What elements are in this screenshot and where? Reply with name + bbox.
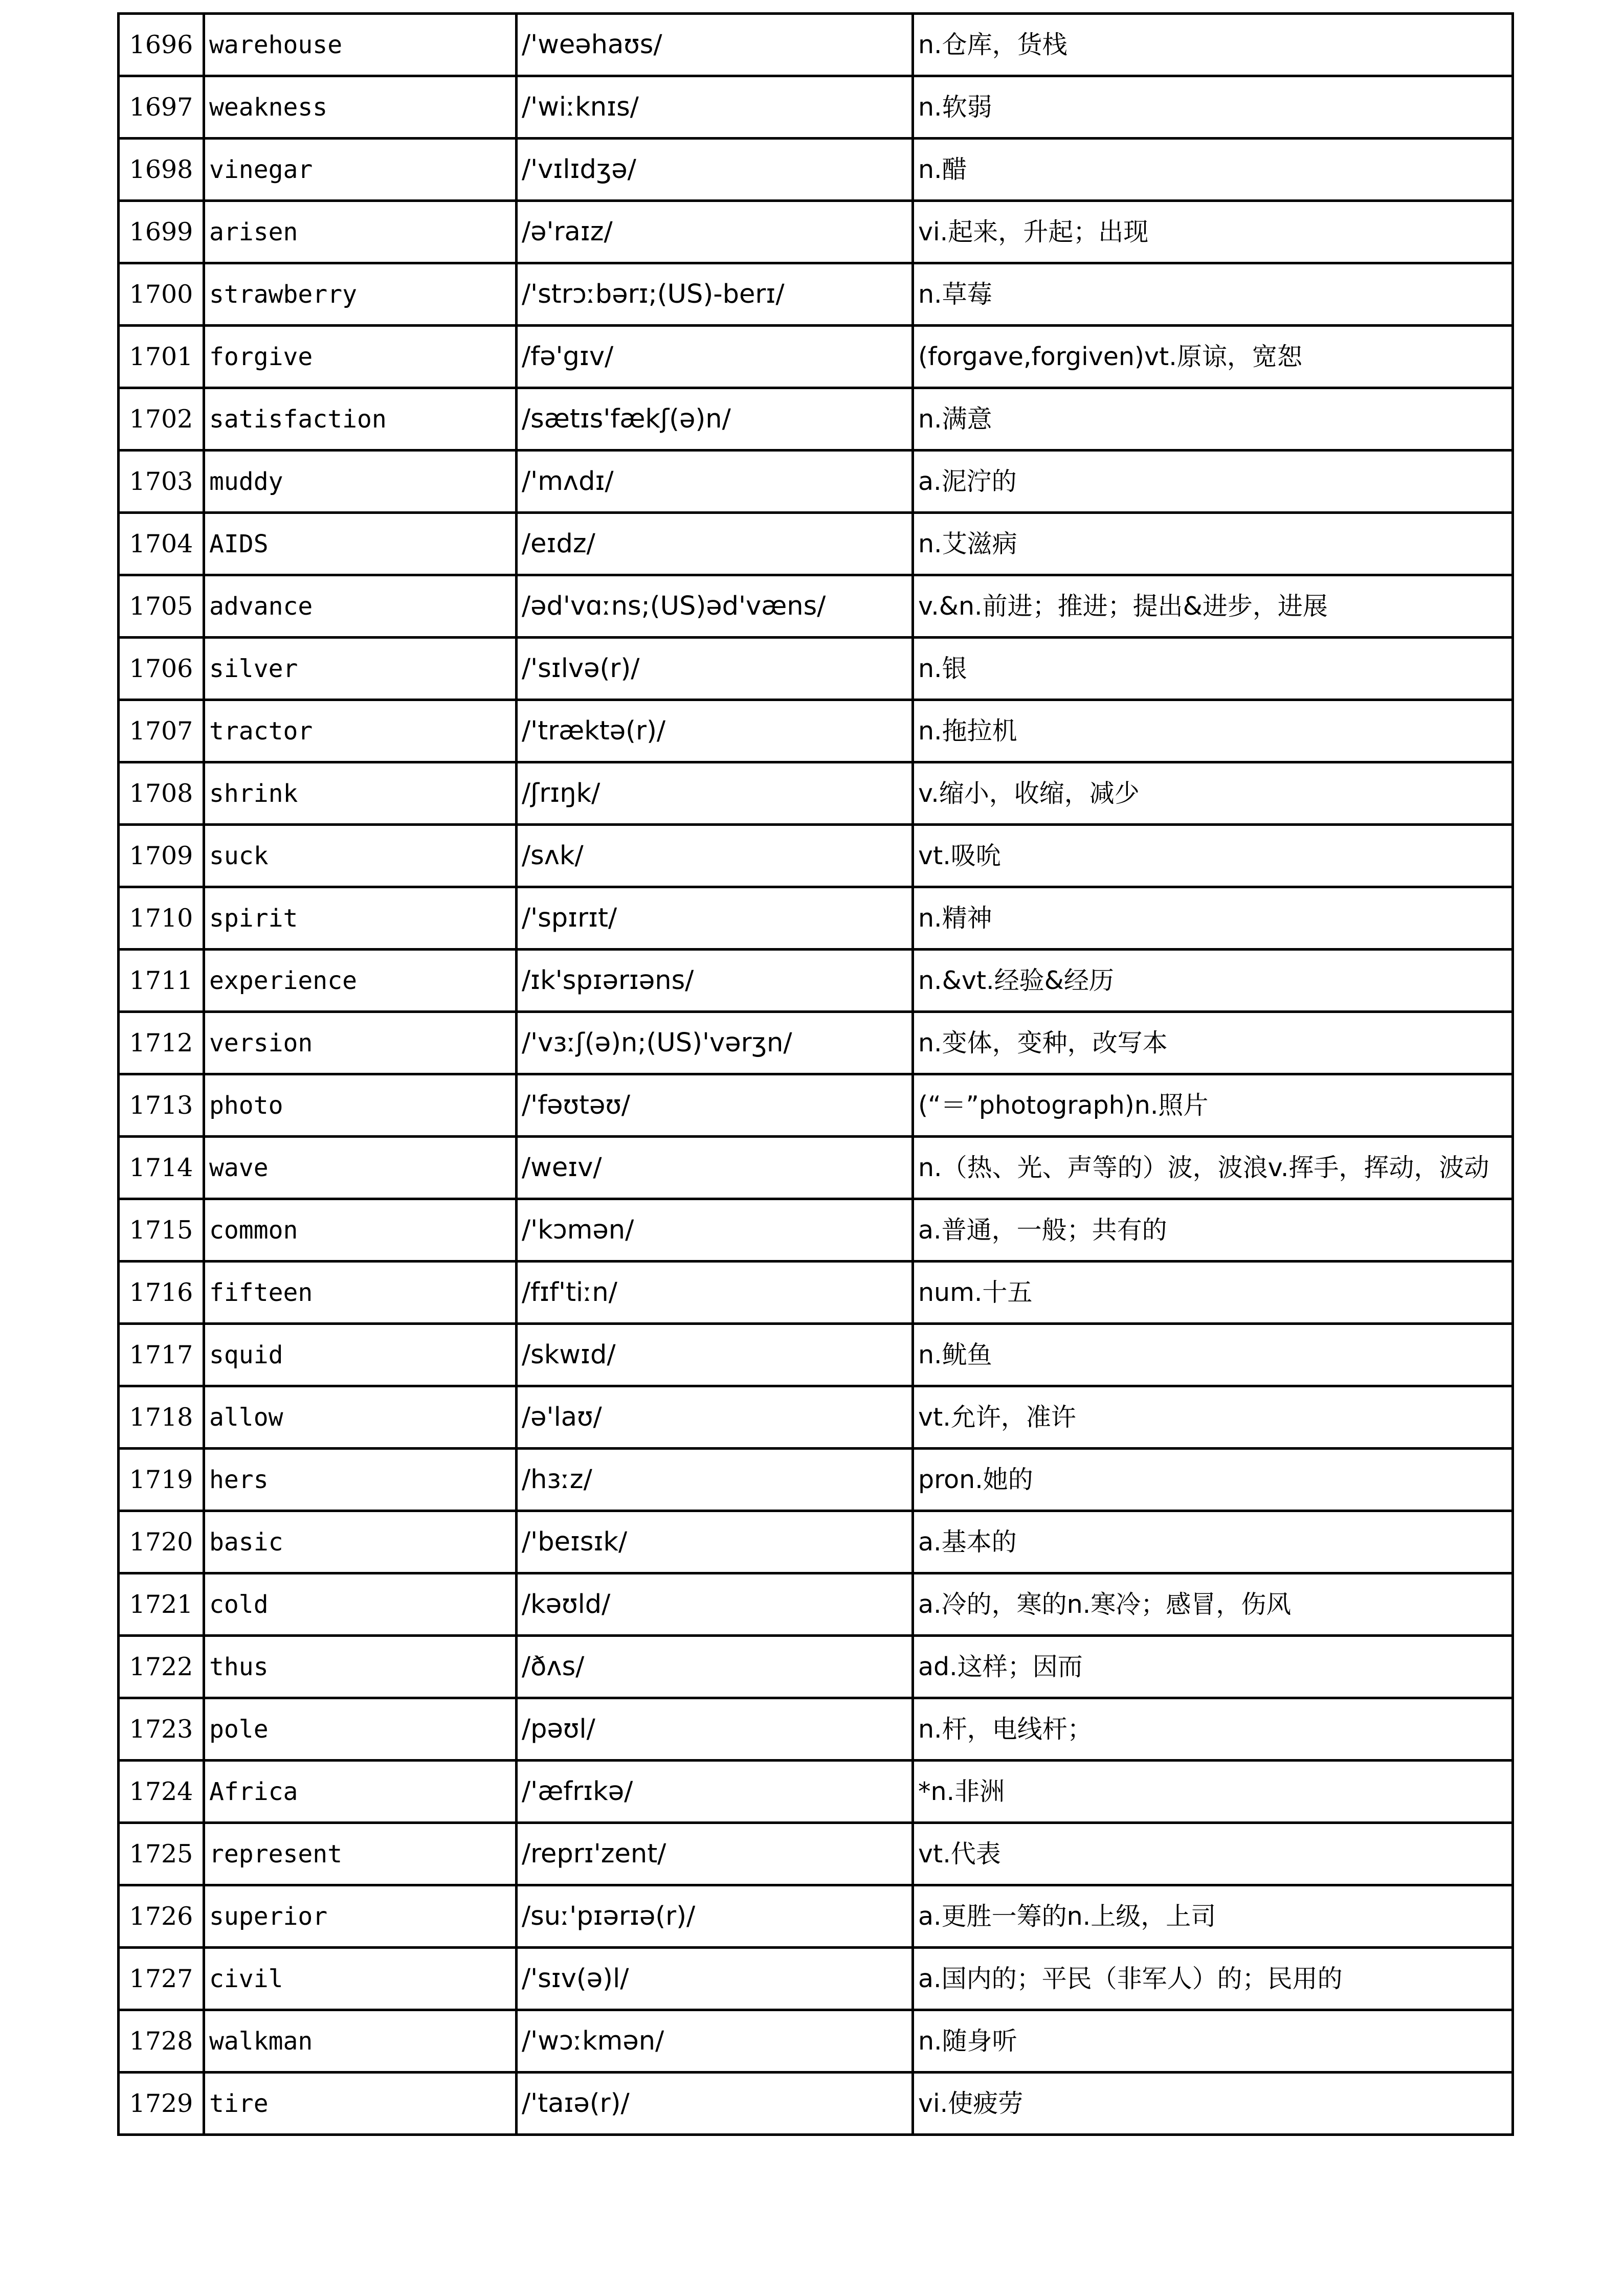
entry-definition: vt.代表 [913,1823,1513,1885]
entry-word: superior [204,1885,517,1948]
table-row [119,326,1513,388]
entry-number: 1707 [119,700,204,762]
entry-phonetic: /hɜːz/ [517,1449,913,1511]
table-row [119,825,1513,887]
table-row [119,451,1513,513]
entry-word: basic [204,1511,517,1573]
entry-definition: (“＝”photograph)n.照片 [913,1074,1513,1137]
entry-word: pole [204,1698,517,1761]
entry-number: 1702 [119,388,204,451]
entry-phonetic: /ə'laʊ/ [517,1386,913,1449]
entry-number: 1715 [119,1199,204,1262]
entry-number: 1708 [119,762,204,825]
entry-phonetic: /suː'pɪərɪə(r)/ [517,1885,913,1948]
entry-number: 1729 [119,2073,204,2135]
entry-word: cold [204,1573,517,1636]
entry-word: common [204,1199,517,1262]
entry-phonetic: /ɪk'spɪərɪəns/ [517,950,913,1012]
entry-number: 1709 [119,825,204,887]
table-row [119,263,1513,326]
table-row [119,1885,1513,1948]
entry-word: allow [204,1386,517,1449]
entry-word: muddy [204,451,517,513]
entry-phonetic: /'mʌdɪ/ [517,451,913,513]
entry-phonetic: /ə'raɪz/ [517,201,913,263]
entry-number: 1713 [119,1074,204,1137]
entry-number: 1698 [119,139,204,201]
table-row [119,1948,1513,2010]
entry-word: represent [204,1823,517,1885]
entry-word: arisen [204,201,517,263]
entry-phonetic: /weɪv/ [517,1137,913,1199]
entry-word: tire [204,2073,517,2135]
entry-word: version [204,1012,517,1074]
entry-number: 1703 [119,451,204,513]
entry-definition: vt.吸吮 [913,825,1513,887]
table-row [119,1636,1513,1698]
entry-definition: n.鱿鱼 [913,1324,1513,1386]
entry-word: AIDS [204,513,517,575]
table-row [119,2073,1513,2135]
entry-number: 1723 [119,1698,204,1761]
entry-phonetic: /'fəʊtəʊ/ [517,1074,913,1137]
entry-definition: n.&vt.经验&经历 [913,950,1513,1012]
table-row [119,76,1513,139]
entry-definition: pron.她的 [913,1449,1513,1511]
entry-phonetic: /fɪf'tiːn/ [517,1262,913,1324]
entry-definition: n.仓库，货栈 [913,14,1513,76]
table-row [119,513,1513,575]
vocabulary-table-body [119,14,1513,2135]
table-row [119,1449,1513,1511]
entry-word: hers [204,1449,517,1511]
table-row [119,1823,1513,1885]
entry-word: spirit [204,887,517,950]
entry-definition: n.艾滋病 [913,513,1513,575]
entry-phonetic: /'æfrɪkə/ [517,1761,913,1823]
entry-word: warehouse [204,14,517,76]
entry-number: 1724 [119,1761,204,1823]
table-row [119,139,1513,201]
entry-word: walkman [204,2010,517,2073]
entry-definition: a.普通，一般；共有的 [913,1199,1513,1262]
entry-word: advance [204,575,517,638]
entry-word: silver [204,638,517,700]
entry-word: tractor [204,700,517,762]
entry-word: Africa [204,1761,517,1823]
entry-definition: *n.非洲 [913,1761,1513,1823]
entry-word: squid [204,1324,517,1386]
table-row [119,1074,1513,1137]
entry-definition: a.冷的，寒的n.寒冷；感冒，伤风 [913,1573,1513,1636]
entry-number: 1728 [119,2010,204,2073]
entry-phonetic: /reprɪ'zent/ [517,1823,913,1885]
entry-definition: n.醋 [913,139,1513,201]
entry-phonetic: /'wɔːkmən/ [517,2010,913,2073]
table-row [119,700,1513,762]
entry-phonetic: /kəʊld/ [517,1573,913,1636]
entry-phonetic: /'sɪlvə(r)/ [517,638,913,700]
entry-number: 1725 [119,1823,204,1885]
entry-number: 1696 [119,14,204,76]
entry-phonetic: /sætɪs'fækʃ(ə)n/ [517,388,913,451]
entry-definition: n.精神 [913,887,1513,950]
entry-phonetic: /'wiːknɪs/ [517,76,913,139]
table-row [119,1262,1513,1324]
entry-definition: vi.使疲劳 [913,2073,1513,2135]
entry-word: experience [204,950,517,1012]
entry-definition: num.十五 [913,1262,1513,1324]
entry-phonetic: /fə'gɪv/ [517,326,913,388]
table-row [119,201,1513,263]
table-row [119,1761,1513,1823]
entry-number: 1712 [119,1012,204,1074]
entry-word: vinegar [204,139,517,201]
entry-definition: a.更胜一筹的n.上级，上司 [913,1885,1513,1948]
table-row [119,1698,1513,1761]
entry-definition: vi.起来，升起；出现 [913,201,1513,263]
entry-phonetic: /'træktə(r)/ [517,700,913,762]
table-row [119,1386,1513,1449]
table-row [119,1137,1513,1199]
entry-definition: n.杆，电线杆； [913,1698,1513,1761]
entry-word: thus [204,1636,517,1698]
entry-definition: n.银 [913,638,1513,700]
entry-number: 1700 [119,263,204,326]
entry-number: 1720 [119,1511,204,1573]
entry-word: satisfaction [204,388,517,451]
entry-phonetic: /sʌk/ [517,825,913,887]
entry-number: 1706 [119,638,204,700]
table-row [119,1573,1513,1636]
table-row [119,2010,1513,2073]
table-row [119,1012,1513,1074]
entry-number: 1704 [119,513,204,575]
entry-definition: n.拖拉机 [913,700,1513,762]
entry-phonetic: /ʃrɪŋk/ [517,762,913,825]
entry-word: civil [204,1948,517,2010]
entry-phonetic: /əd'vɑːns;(US)əd'væns/ [517,575,913,638]
entry-phonetic: /'vɜːʃ(ə)n;(US)'vərʒn/ [517,1012,913,1074]
table-row [119,1199,1513,1262]
entry-definition: n.变体，变种，改写本 [913,1012,1513,1074]
entry-definition: n.软弱 [913,76,1513,139]
entry-number: 1710 [119,887,204,950]
entry-definition: n.草莓 [913,263,1513,326]
entry-word: strawberry [204,263,517,326]
entry-number: 1699 [119,201,204,263]
entry-phonetic: /'taɪə(r)/ [517,2073,913,2135]
table-row [119,388,1513,451]
entry-definition: ad.这样；因而 [913,1636,1513,1698]
entry-number: 1711 [119,950,204,1012]
entry-number: 1719 [119,1449,204,1511]
entry-number: 1722 [119,1636,204,1698]
entry-word: fifteen [204,1262,517,1324]
entry-definition: n.（热、光、声等的）波，波浪v.挥手，挥动，波动 [913,1137,1513,1199]
table-row [119,638,1513,700]
entry-definition: vt.允许，准许 [913,1386,1513,1449]
entry-number: 1697 [119,76,204,139]
table-row [119,887,1513,950]
entry-word: photo [204,1074,517,1137]
entry-number: 1705 [119,575,204,638]
table-row [119,950,1513,1012]
entry-number: 1717 [119,1324,204,1386]
entry-definition: a.泥泞的 [913,451,1513,513]
entry-definition: v.缩小，收缩，减少 [913,762,1513,825]
entry-number: 1726 [119,1885,204,1948]
entry-word: shrink [204,762,517,825]
entry-phonetic: /eɪdz/ [517,513,913,575]
entry-definition: n.随身听 [913,2010,1513,2073]
table-row [119,1511,1513,1573]
entry-definition: v.&n.前进；推进；提出&进步，进展 [913,575,1513,638]
entry-number: 1727 [119,1948,204,2010]
entry-phonetic: /'vɪlɪdʒə/ [517,139,913,201]
entry-phonetic: /skwɪd/ [517,1324,913,1386]
vocabulary-table [117,12,1514,2136]
entry-phonetic: /pəʊl/ [517,1698,913,1761]
table-row [119,14,1513,76]
entry-word: forgive [204,326,517,388]
entry-phonetic: /'strɔːbərɪ;(US)-berɪ/ [517,263,913,326]
entry-phonetic: /'kɔmən/ [517,1199,913,1262]
entry-word: wave [204,1137,517,1199]
entry-phonetic: /ðʌs/ [517,1636,913,1698]
entry-number: 1714 [119,1137,204,1199]
entry-number: 1718 [119,1386,204,1449]
entry-number: 1716 [119,1262,204,1324]
entry-phonetic: /'sɪv(ə)l/ [517,1948,913,2010]
entry-definition: a.基本的 [913,1511,1513,1573]
entry-definition: a.国内的；平民（非军人）的；民用的 [913,1948,1513,2010]
entry-phonetic: /'spɪrɪt/ [517,887,913,950]
entry-number: 1701 [119,326,204,388]
entry-word: weakness [204,76,517,139]
entry-phonetic: /'weəhaʊs/ [517,14,913,76]
table-row [119,1324,1513,1386]
entry-word: suck [204,825,517,887]
table-row [119,762,1513,825]
entry-definition: (forgave,forgiven)vt.原谅，宽恕 [913,326,1513,388]
table-row [119,575,1513,638]
entry-definition: n.满意 [913,388,1513,451]
entry-number: 1721 [119,1573,204,1636]
entry-phonetic: /'beɪsɪk/ [517,1511,913,1573]
